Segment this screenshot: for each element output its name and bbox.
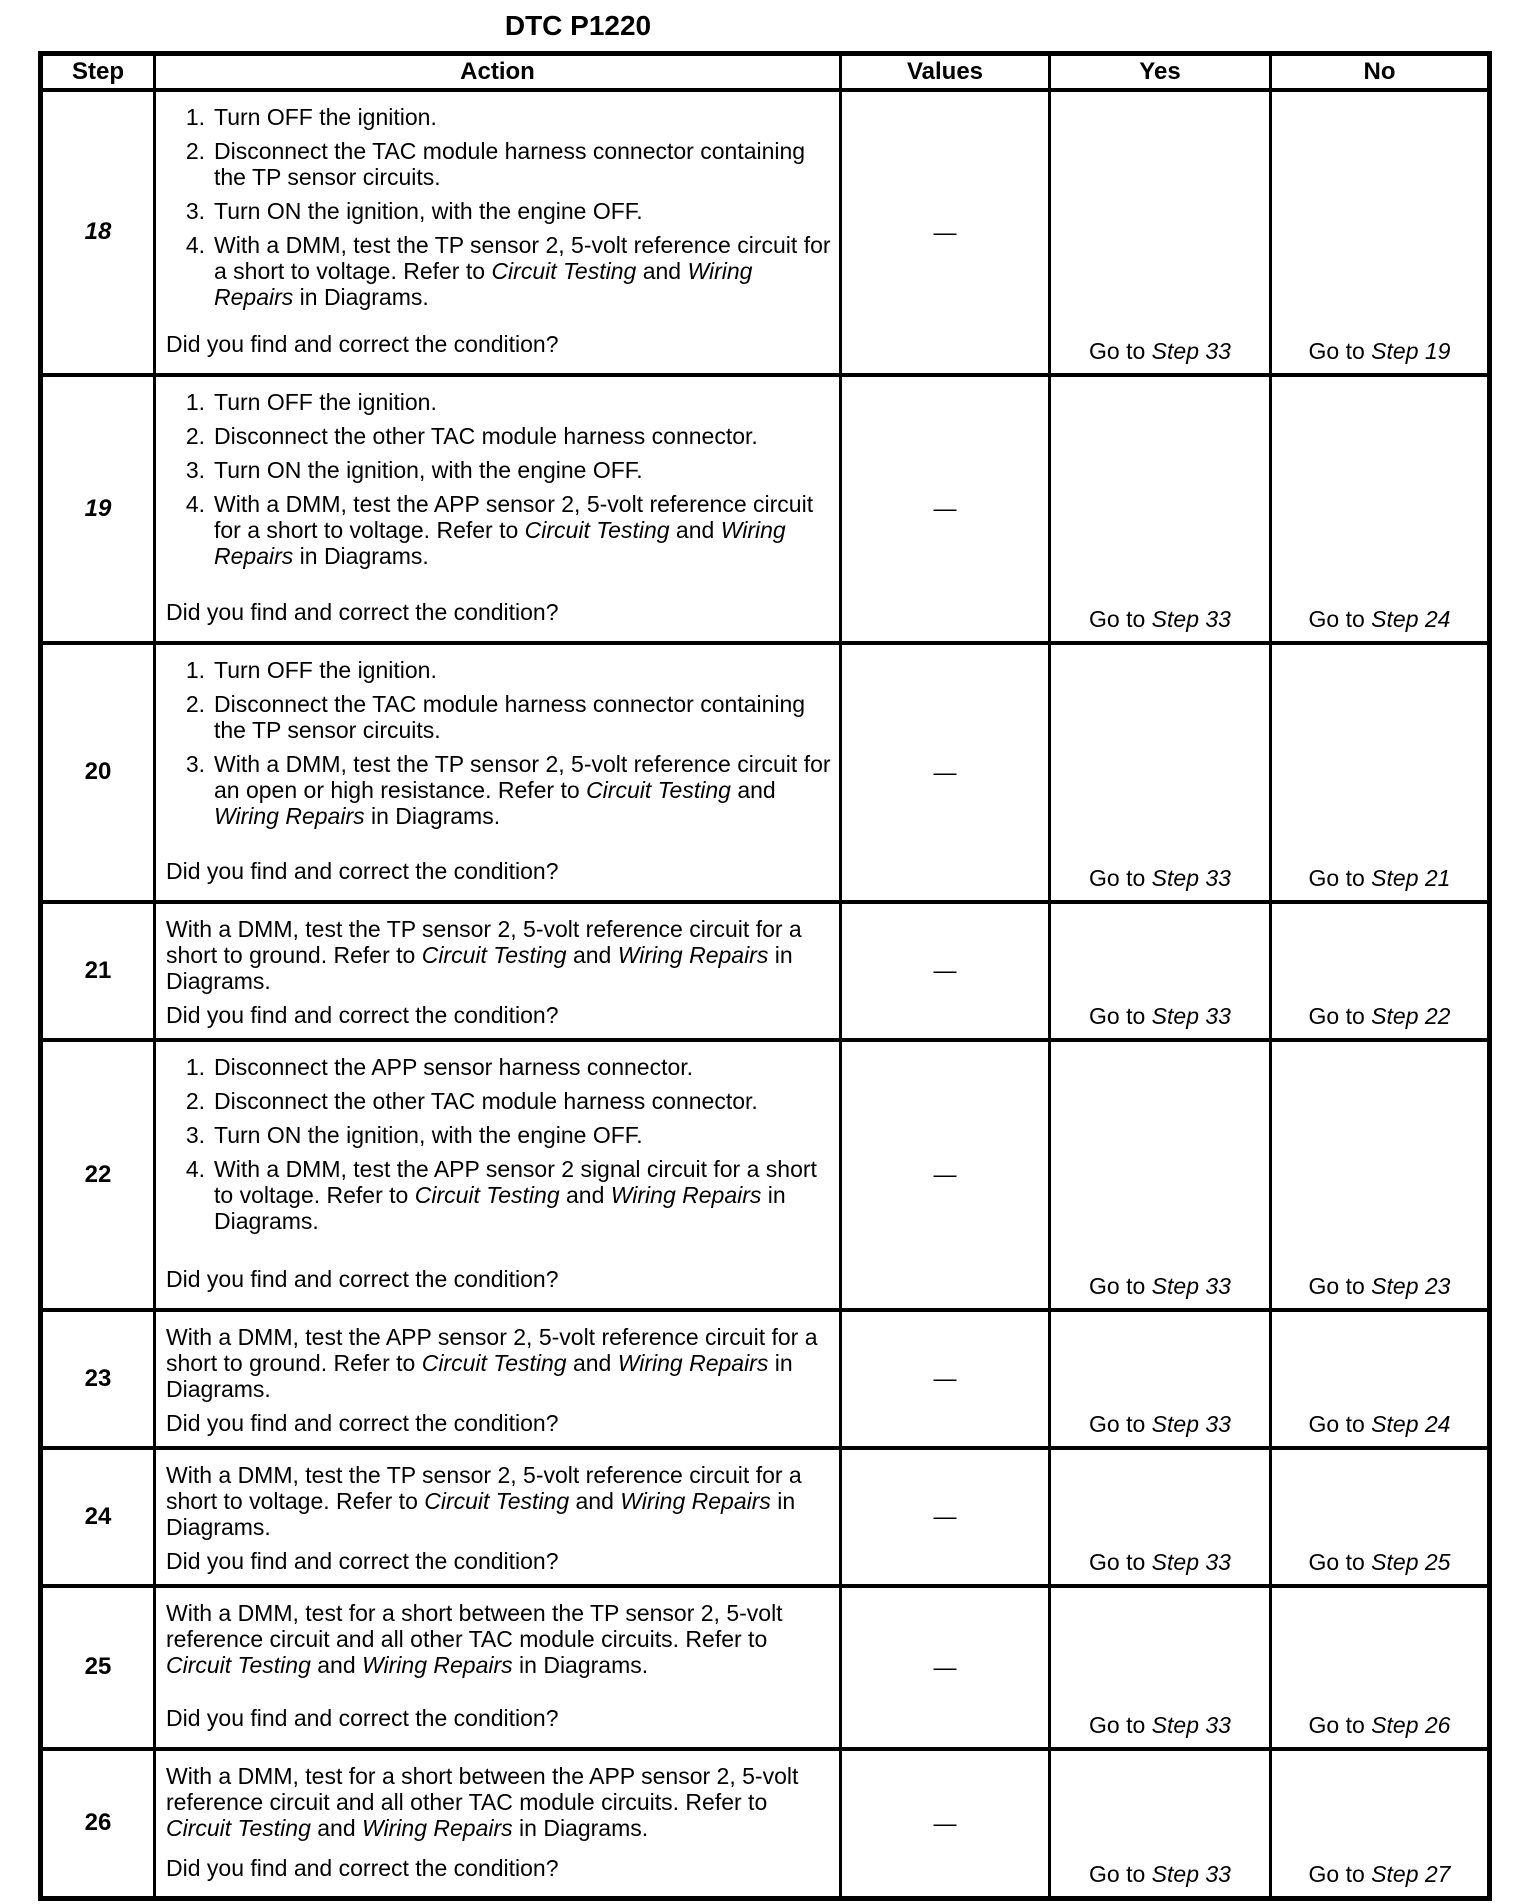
question-text: Did you find and correct the condition? bbox=[166, 1547, 559, 1574]
action-item bbox=[166, 389, 831, 415]
item-number: 3. bbox=[185, 197, 205, 224]
step-number: 20 bbox=[84, 758, 112, 785]
goto-yes-text: Go to Step 33 bbox=[1089, 1002, 1231, 1029]
action-item bbox=[166, 1156, 831, 1234]
item-number: 3. bbox=[185, 750, 205, 777]
action-item bbox=[166, 457, 831, 483]
action-item bbox=[166, 138, 831, 190]
action-item bbox=[166, 751, 831, 829]
column-header-yes: Yes bbox=[1050, 54, 1271, 90]
column-header-action: Action bbox=[155, 54, 841, 90]
table-row bbox=[41, 902, 1490, 1040]
goto-yes-text: Go to Step 33 bbox=[1089, 605, 1231, 632]
action-cell bbox=[155, 1586, 841, 1749]
step-number: 22 bbox=[84, 1160, 112, 1188]
table-row bbox=[41, 643, 1490, 902]
action-item bbox=[166, 1088, 831, 1114]
header-row bbox=[41, 54, 1490, 90]
action-item bbox=[166, 1122, 831, 1148]
values-dash: — bbox=[933, 1653, 957, 1680]
values-cell bbox=[841, 375, 1050, 643]
question-text: Did you find and correct the condition? bbox=[166, 1854, 559, 1881]
action-paragraph: With a DMM, test the TP sensor 2, 5-volt reference circuit for a short to ground. Refer to Circuit Testing and Wiring Repairs in Diagrams. bbox=[166, 915, 802, 994]
item-text: Turn ON the ignition, with the engine OFF. bbox=[214, 197, 643, 224]
step-cell bbox=[41, 1448, 155, 1586]
goto-yes-text: Go to Step 33 bbox=[1089, 1410, 1231, 1437]
yes-cell bbox=[1050, 902, 1271, 1040]
action-item bbox=[166, 198, 831, 224]
values-cell bbox=[841, 902, 1050, 1040]
no-cell bbox=[1271, 1448, 1490, 1586]
question-text: Did you find and correct the condition? bbox=[166, 1265, 559, 1292]
item-text: With a DMM, test the APP sensor 2 signal circuit for a short to voltage. Refer to Circuit Testing and Wiring Repairs in Diagrams. bbox=[214, 1155, 817, 1234]
action-paragraph: With a DMM, test for a short between the TP sensor 2, 5-volt reference circuit and all other TAC module circuits. Refer to Circuit Testing and Wiring Repairs in Diagrams. bbox=[166, 1599, 783, 1678]
values-dash: — bbox=[933, 957, 957, 983]
action-content bbox=[156, 1588, 839, 1741]
item-number: 4. bbox=[185, 490, 205, 517]
goto-yes-text: Go to Step 33 bbox=[1089, 1548, 1231, 1575]
item-number: 4. bbox=[185, 231, 205, 258]
action-list bbox=[166, 657, 831, 829]
item-text: Disconnect the APP sensor harness connector. bbox=[214, 1053, 694, 1080]
item-text: Turn ON the ignition, with the engine OFF. bbox=[214, 1121, 643, 1148]
goto-no-text: Go to Step 24 bbox=[1308, 605, 1451, 632]
values-dash: — bbox=[933, 1161, 957, 1187]
yes-cell bbox=[1050, 1749, 1271, 1899]
yes-cell bbox=[1050, 375, 1271, 643]
goto-yes-text: Go to Step 33 bbox=[1089, 1711, 1231, 1738]
action-content bbox=[156, 1042, 839, 1302]
column-header-step: Step bbox=[41, 54, 155, 90]
step-number: 26 bbox=[84, 1809, 112, 1837]
no-cell bbox=[1271, 643, 1490, 902]
table-row bbox=[41, 90, 1490, 375]
question-text: Did you find and correct the condition? bbox=[166, 598, 559, 625]
action-cell bbox=[155, 1749, 841, 1899]
item-text: Disconnect the TAC module harness connector containing the TP sensor circuits. bbox=[214, 137, 806, 190]
action-item bbox=[166, 232, 831, 310]
action-item bbox=[166, 104, 831, 130]
values-dash: — bbox=[933, 495, 957, 521]
diagnostic-table bbox=[38, 51, 1492, 1901]
action-content bbox=[156, 377, 839, 635]
values-cell bbox=[841, 1749, 1050, 1899]
action-cell bbox=[155, 90, 841, 375]
item-number: 1. bbox=[185, 1053, 205, 1080]
goto-no-text: Go to Step 26 bbox=[1308, 1711, 1451, 1738]
step-cell bbox=[41, 1040, 155, 1310]
page-title: DTC P1220 bbox=[504, 10, 652, 41]
values-dash: — bbox=[933, 758, 957, 785]
item-text: With a DMM, test the TP sensor 2, 5-volt reference circuit for a short to voltage. Refer to Circuit Testing and Wiring Repairs in Diagrams. bbox=[214, 231, 831, 310]
yes-cell bbox=[1050, 1586, 1271, 1749]
no-cell bbox=[1271, 90, 1490, 375]
goto-yes-text: Go to Step 33 bbox=[1089, 1272, 1231, 1299]
no-cell bbox=[1271, 1310, 1490, 1448]
values-cell bbox=[841, 1448, 1050, 1586]
item-number: 2. bbox=[185, 137, 205, 164]
goto-yes-text: Go to Step 33 bbox=[1089, 864, 1231, 891]
item-text: Disconnect the TAC module harness connector containing the TP sensor circuits. bbox=[214, 690, 806, 743]
item-text: Turn OFF the ignition. bbox=[214, 388, 437, 415]
item-text: With a DMM, test the TP sensor 2, 5-volt reference circuit for an open or high resistance. Refer to Circuit Testing and Wiring Repairs in Diagrams. bbox=[214, 750, 831, 829]
action-list bbox=[166, 389, 831, 569]
item-number: 1. bbox=[185, 103, 205, 130]
question-text: Did you find and correct the condition? bbox=[166, 857, 559, 884]
step-number: 24 bbox=[84, 1502, 112, 1530]
goto-no-text: Go to Step 23 bbox=[1308, 1272, 1451, 1299]
action-item bbox=[166, 657, 831, 683]
step-cell bbox=[41, 375, 155, 643]
item-number: 1. bbox=[185, 656, 205, 683]
goto-no-text: Go to Step 19 bbox=[1308, 337, 1451, 364]
no-cell bbox=[1271, 1586, 1490, 1749]
step-number: 23 bbox=[84, 1364, 112, 1392]
values-cell bbox=[841, 90, 1050, 375]
item-number: 2. bbox=[185, 1087, 205, 1114]
yes-cell bbox=[1050, 1448, 1271, 1586]
no-cell bbox=[1271, 375, 1490, 643]
yes-cell bbox=[1050, 643, 1271, 902]
step-cell bbox=[41, 1310, 155, 1448]
action-content bbox=[156, 645, 839, 894]
item-text: Turn ON the ignition, with the engine OFF. bbox=[214, 456, 643, 483]
step-cell bbox=[41, 902, 155, 1040]
action-cell bbox=[155, 902, 841, 1040]
values-dash: — bbox=[933, 218, 957, 245]
action-item bbox=[166, 491, 831, 569]
action-item bbox=[166, 1054, 831, 1080]
values-cell bbox=[841, 1586, 1050, 1749]
question-text: Did you find and correct the condition? bbox=[166, 1409, 559, 1436]
item-number: 3. bbox=[185, 1121, 205, 1148]
action-paragraph: With a DMM, test the TP sensor 2, 5-volt reference circuit for a short to voltage. Refer to Circuit Testing and Wiring Repairs in Diagrams. bbox=[166, 1461, 802, 1540]
step-cell bbox=[41, 1749, 155, 1899]
goto-yes-text: Go to Step 33 bbox=[1089, 1861, 1231, 1887]
goto-no-text: Go to Step 22 bbox=[1308, 1002, 1451, 1029]
step-number: 21 bbox=[84, 956, 112, 984]
no-cell bbox=[1271, 1749, 1490, 1899]
item-text: Turn OFF the ignition. bbox=[214, 656, 437, 683]
step-number: 25 bbox=[84, 1653, 112, 1680]
action-paragraph: With a DMM, test for a short between the APP sensor 2, 5-volt reference circuit and all other TAC module circuits. Refer to Circuit Testing and Wiring Repairs in Diagrams. bbox=[166, 1762, 799, 1841]
item-number: 2. bbox=[185, 690, 205, 717]
item-number: 1. bbox=[185, 388, 205, 415]
action-cell bbox=[155, 1040, 841, 1310]
question-text: Did you find and correct the condition? bbox=[166, 1001, 559, 1028]
action-cell bbox=[155, 375, 841, 643]
item-text: Turn OFF the ignition. bbox=[214, 103, 437, 130]
table-row bbox=[41, 375, 1490, 643]
goto-no-text: Go to Step 27 bbox=[1308, 1861, 1451, 1887]
action-paragraph: With a DMM, test the APP sensor 2, 5-volt reference circuit for a short to ground. Refer to Circuit Testing and Wiring Repairs in Diagrams. bbox=[166, 1323, 818, 1402]
step-cell bbox=[41, 1586, 155, 1749]
table-row bbox=[41, 1310, 1490, 1448]
step-number: 18 bbox=[84, 218, 112, 245]
table-row bbox=[41, 1448, 1490, 1586]
table-row bbox=[41, 1040, 1490, 1310]
action-content bbox=[156, 1450, 839, 1584]
item-text: Disconnect the other TAC module harness connector. bbox=[214, 1087, 758, 1114]
yes-cell bbox=[1050, 1310, 1271, 1448]
no-cell bbox=[1271, 902, 1490, 1040]
item-number: 2. bbox=[185, 422, 205, 449]
question-text: Did you find and correct the condition? bbox=[166, 330, 559, 357]
yes-cell bbox=[1050, 90, 1271, 375]
item-text: With a DMM, test the APP sensor 2, 5-volt reference circuit for a short to voltage. Refer to Circuit Testing and Wiring Repairs in Diagrams. bbox=[214, 490, 814, 569]
action-list bbox=[166, 104, 831, 310]
step-cell bbox=[41, 643, 155, 902]
action-item bbox=[166, 691, 831, 743]
goto-yes-text: Go to Step 33 bbox=[1089, 337, 1231, 364]
item-text: Disconnect the other TAC module harness connector. bbox=[214, 422, 758, 449]
action-content bbox=[156, 1312, 839, 1446]
no-cell bbox=[1271, 1040, 1490, 1310]
action-cell bbox=[155, 1310, 841, 1448]
table-row bbox=[41, 1586, 1490, 1749]
yes-cell bbox=[1050, 1040, 1271, 1310]
column-header-no: No bbox=[1271, 54, 1490, 90]
values-cell bbox=[841, 643, 1050, 902]
column-header-values: Values bbox=[841, 54, 1050, 90]
table-row bbox=[41, 1749, 1490, 1899]
item-number: 3. bbox=[185, 456, 205, 483]
action-list bbox=[166, 1054, 831, 1234]
item-number: 4. bbox=[185, 1155, 205, 1182]
action-content bbox=[156, 92, 839, 367]
values-cell bbox=[841, 1040, 1050, 1310]
action-content bbox=[156, 904, 839, 1038]
goto-no-text: Go to Step 24 bbox=[1308, 1410, 1451, 1437]
action-cell bbox=[155, 643, 841, 902]
values-cell bbox=[841, 1310, 1050, 1448]
action-item bbox=[166, 423, 831, 449]
action-content bbox=[156, 1751, 839, 1891]
question-text: Did you find and correct the condition? bbox=[166, 1704, 559, 1731]
values-dash: — bbox=[933, 1503, 957, 1529]
goto-no-text: Go to Step 21 bbox=[1308, 864, 1451, 891]
goto-no-text: Go to Step 25 bbox=[1308, 1548, 1451, 1575]
step-number: 19 bbox=[84, 494, 112, 522]
values-dash: — bbox=[933, 1365, 957, 1391]
values-dash: — bbox=[933, 1809, 957, 1836]
action-cell bbox=[155, 1448, 841, 1586]
step-cell bbox=[41, 90, 155, 375]
